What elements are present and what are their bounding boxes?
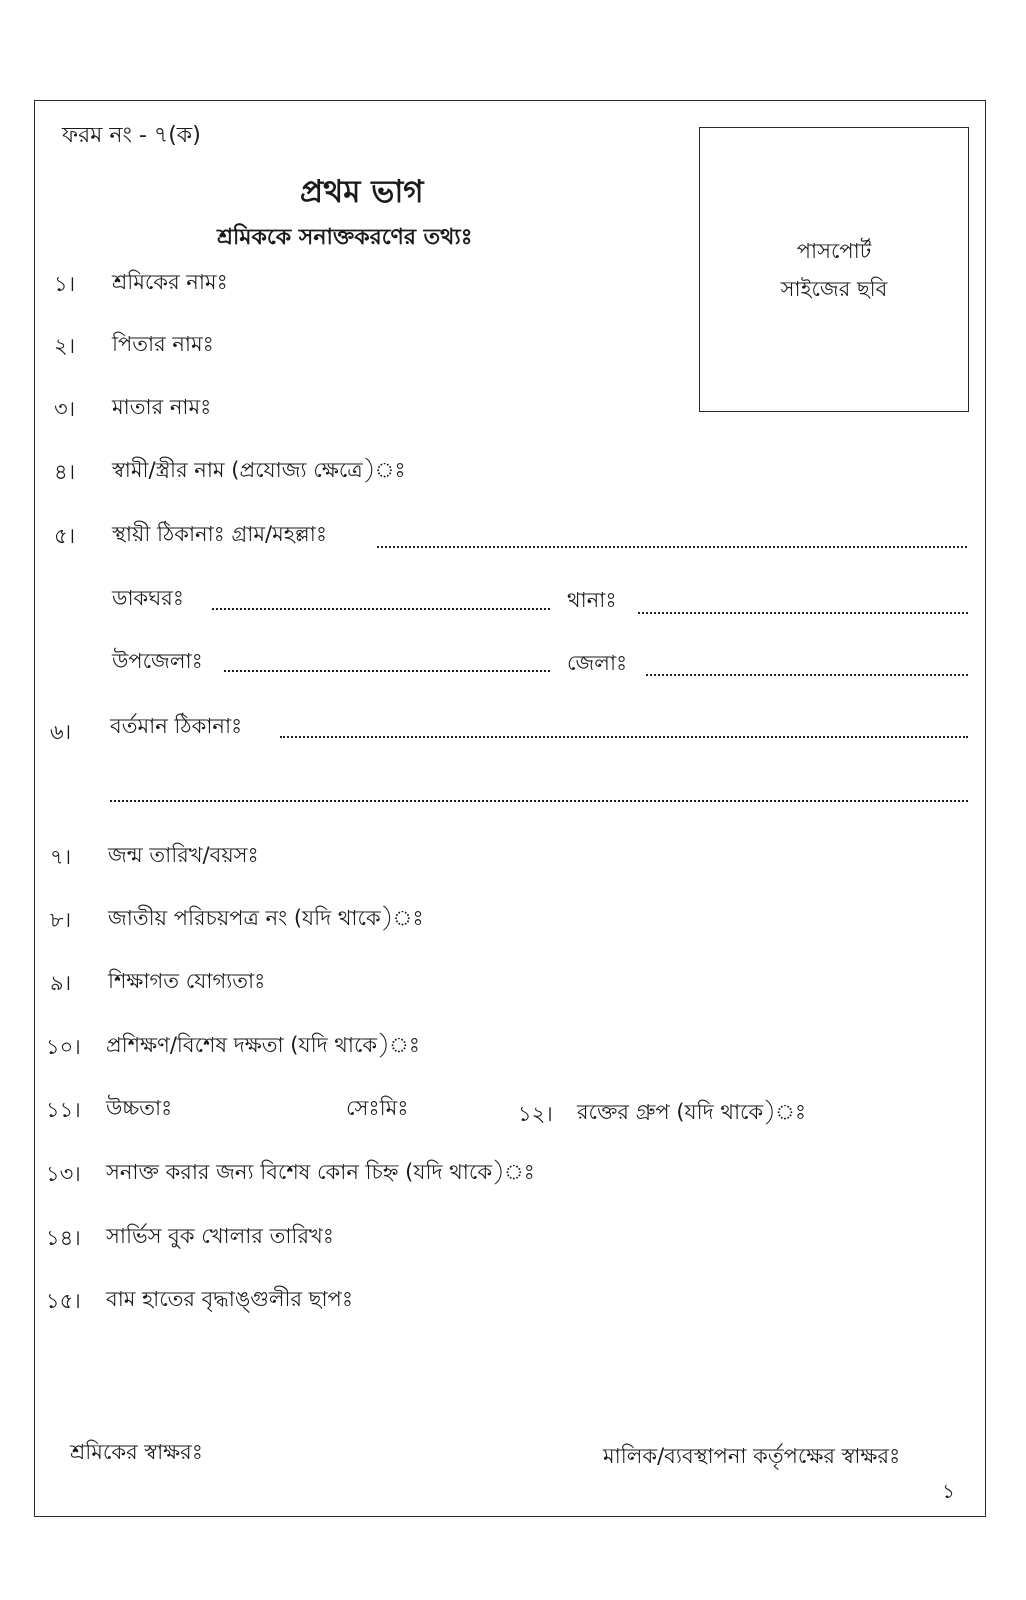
national-id-label: জাতীয় পরিচয়পত্র নং (যদি থাকে)ঃ [108, 906, 424, 930]
upazila-dotted-line [224, 670, 550, 672]
service-book-date-label: সার্ভিস বুক খোলার তারিখঃ [106, 1224, 334, 1248]
section-title: শ্রমিককে সনাক্তকরণের তথ্যঃ [217, 225, 473, 250]
village-dotted-line [377, 546, 967, 548]
form-number: ফরম নং - ৭(ক) [62, 123, 201, 148]
centimeter-label: সেঃমিঃ [346, 1096, 409, 1120]
field-number: ১৩। [46, 1162, 81, 1186]
field-number: ১৫। [46, 1289, 81, 1313]
police-station-dotted-line [638, 612, 968, 614]
field-number: ১৪। [46, 1226, 81, 1250]
birth-date-label: জন্ম তারিখ/বয়সঃ [108, 843, 259, 867]
height-label: উচ্চতাঃ [106, 1096, 173, 1120]
identification-mark-label: সনাক্ত করার জন্য বিশেষ কোন চিহ্ন (যদি থাকে)ঃ [106, 1160, 535, 1184]
page-number: ১ [942, 1479, 955, 1503]
photo-label-line2: সাইজের ছবি [780, 276, 888, 301]
employer-signature-label: মালিক/ব্যবস্থাপনা কর্তৃপক্ষের স্বাক্ষরঃ [603, 1444, 901, 1468]
present-address-dotted-line-2 [110, 800, 968, 802]
education-label: শিক্ষাগত যোগ্যতাঃ [108, 969, 266, 993]
upazila-label: উপজেলাঃ [112, 649, 203, 673]
training-skill-label: প্রশিক্ষণ/বিশেষ দক্ষতা (যদি থাকে)ঃ [106, 1033, 420, 1057]
field-number: ১০। [46, 1035, 81, 1059]
permanent-address-label: স্থায়ী ঠিকানাঃ গ্রাম/মহল্লাঃ [112, 522, 328, 546]
field-number: ২। [54, 334, 76, 358]
present-address-dotted-line [280, 736, 968, 738]
field-number: ১। [54, 272, 76, 296]
passport-photo-box [699, 127, 969, 412]
district-dotted-line [646, 674, 968, 676]
field-number: ১১। [46, 1098, 81, 1122]
field-number: ১২। [518, 1102, 553, 1126]
post-office-label: ডাকঘরঃ [112, 586, 184, 610]
field-number: ৩। [54, 397, 76, 421]
district-label: জেলাঃ [567, 651, 628, 675]
field-number: ৮। [50, 908, 72, 932]
mother-name-label: মাতার নামঃ [112, 395, 212, 419]
field-number: ৫। [54, 524, 76, 548]
part-title: প্রথম ভাগ [300, 174, 424, 210]
field-number: ৬। [50, 720, 72, 744]
spouse-name-label: স্বামী/স্ত্রীর নাম (প্রযোজ্য ক্ষেত্রে)ঃ [112, 458, 406, 482]
post-office-dotted-line [212, 608, 550, 610]
field-number: ৭। [50, 845, 72, 869]
photo-label-line1: পাসপোর্ট [796, 238, 872, 263]
field-number: ৯। [50, 971, 72, 995]
police-station-label: থানাঃ [567, 588, 617, 612]
field-number: ৪। [54, 460, 76, 484]
worker-signature-label: শ্রমিকের স্বাক্ষরঃ [70, 1440, 203, 1464]
thumb-print-label: বাম হাতের বৃদ্ধাঙ্গুলীর ছাপঃ [106, 1287, 354, 1311]
worker-name-label: শ্রমিকের নামঃ [112, 270, 228, 294]
present-address-label: বর্তমান ঠিকানাঃ [110, 714, 243, 738]
blood-group-label: রক্তের গ্রুপ (যদি থাকে)ঃ [577, 1100, 807, 1124]
father-name-label: পিতার নামঃ [112, 332, 214, 356]
